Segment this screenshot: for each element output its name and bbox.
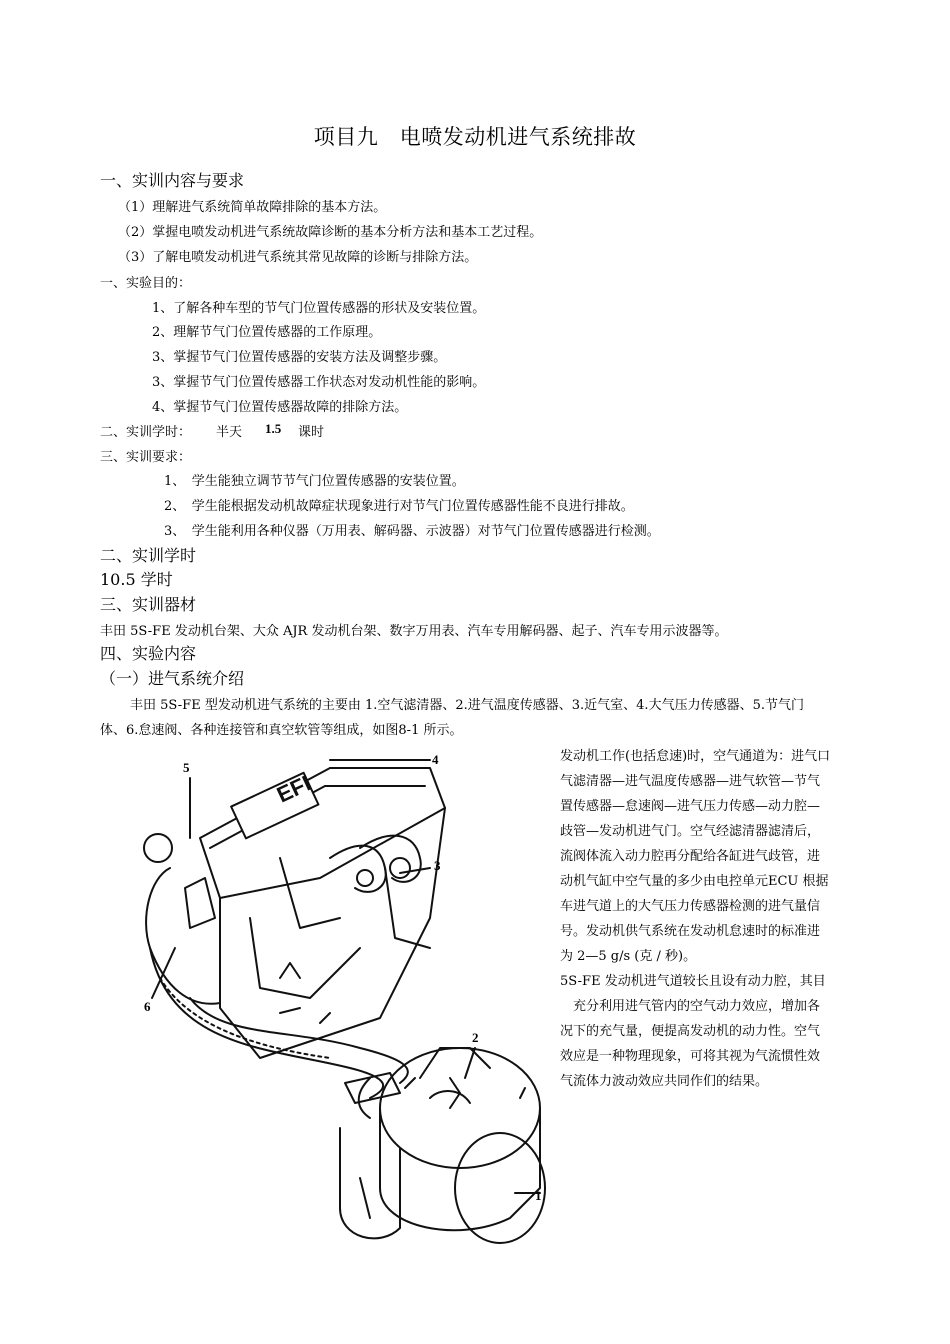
list-item: 3、 学生能利用各种仪器（万用表、解码器、示波器）对节气门位置传感器进行检测。	[164, 524, 660, 539]
air-cleaner-top	[380, 1048, 540, 1168]
hours-label: 二、实训学时：	[100, 425, 192, 440]
hours-value-unit: 课时	[298, 425, 325, 440]
right-text-line: 5S-FE 发动机进气道较长且设有动力腔，其目	[560, 974, 826, 989]
right-text-line: 充分利用进气管内的空气动力效应，增加各	[560, 999, 821, 1014]
section-heading-objectives: 一、实验目的：	[100, 276, 192, 291]
intro-paragraph-line2: 体、6.怠速阀、各种连接管和真空软管等组成，如图8-1 所示。	[100, 723, 463, 738]
efi-logo: EFI	[272, 770, 315, 808]
engine-block	[220, 808, 445, 1058]
list-item: 3、掌握节气门位置传感器的安装方法及调整步骤。	[152, 350, 447, 365]
subsection-heading-intake: （一）进气系统介绍	[100, 669, 245, 688]
right-text-line: 气流体力波动效应共同作们的结果。	[560, 1074, 769, 1089]
right-text-line: 号。发动机供气系统在发动机怠速时的标准进	[560, 924, 821, 939]
callout-4: 4	[432, 752, 439, 767]
callout-1: 1	[535, 1188, 542, 1203]
list-item: 1、了解各种车型的节气门位置传感器的形状及安装位置。	[152, 301, 486, 316]
intake-hose	[150, 948, 383, 1098]
intro-paragraph-line1: 丰田 5S-FE 型发动机进气系统的主要由 1.空气滤清器、2.进气温度传感器、3.近气室、4.大气压力传感器、5.节气门	[130, 698, 804, 713]
callout-3: 3	[434, 858, 441, 873]
right-text-line: 发动机工作(也括怠速)时，空气通道为：进气口	[560, 749, 831, 764]
equipment-list: 丰田 5S-FE 发动机台架、大众 AJR 发动机台架、数字万用表、汽车专用解码器、起子、汽车专用示波器等。	[100, 624, 728, 639]
section-heading-equipment: 三、实训器材	[100, 595, 197, 614]
callout-leader-6	[152, 948, 175, 998]
page-title: 项目九 电喷发动机进气系统排故	[313, 125, 637, 149]
list-item: 2、 学生能根据发动机故障症状现象进行对节气门位置传感器性能不良进行排故。	[164, 499, 634, 514]
right-text-line: 动机气缸中空气量的多少由电控单元ECU 根据	[560, 874, 829, 889]
right-text-line: 置传感器—怠速阀—进气压力传感—动力腔—	[560, 799, 821, 814]
section-heading-experiment: 四、实验内容	[100, 644, 197, 663]
hours-total: 10.5 学时	[100, 570, 173, 589]
right-text-line: 况下的充气量，便提高发动机的动力性。空气	[560, 1024, 821, 1039]
list-item: 3、掌握节气门位置传感器工作状态对发动机性能的影响。	[152, 375, 486, 390]
list-item: 4、掌握节气门位置传感器故障的排除方法。	[152, 400, 408, 415]
callout-5: 5	[183, 760, 190, 775]
section-heading-requirements: 三、实训要求：	[100, 450, 192, 465]
list-item: 1、 学生能独立调节节气门位置传感器的安装位置。	[164, 474, 465, 489]
right-text-line: 车进气道上的大气压力传感器检测的进气量信	[560, 899, 821, 914]
list-item: （1）理解进气系统简单故障排除的基本方法。	[118, 200, 387, 215]
list-item: （3）了解电喷发动机进气系统其常见故障的诊断与排除方法。	[118, 250, 478, 265]
list-item: 2、理解节气门位置传感器的工作原理。	[152, 325, 382, 340]
right-text-line: 为 2—5 g/s (克 / 秒)。	[560, 949, 697, 964]
callout-leader-3	[400, 868, 430, 873]
right-text-line: 气滤清器—进气温度传感器—进气软管—节气	[560, 774, 821, 789]
callout-leader-2	[465, 1048, 475, 1078]
callout-2: 2	[472, 1030, 479, 1045]
right-text-line: 歧管—发动机进气门。空气经滤清器滤清后，	[560, 824, 821, 839]
section-heading-hours: 二、实训学时	[100, 546, 197, 565]
throttle-body	[146, 868, 220, 1004]
section-heading-content: 一、实训内容与要求	[100, 171, 245, 190]
hours-value-halfday: 半天	[216, 425, 243, 440]
callout-6: 6	[144, 999, 151, 1014]
right-text-line: 流阀体流入动力腔再分配给各缸进气歧管，进	[560, 849, 821, 864]
inlet-duct	[340, 1128, 400, 1238]
right-text-line: 效应是一种物理现象，可将其视为气流惯性效	[560, 1049, 821, 1064]
hours-value-number: 1.5	[265, 421, 282, 436]
list-item: （2）掌握电喷发动机进气系统故障诊断的基本分析方法和基本工艺过程。	[118, 225, 543, 240]
intake-system-diagram	[130, 748, 570, 1248]
